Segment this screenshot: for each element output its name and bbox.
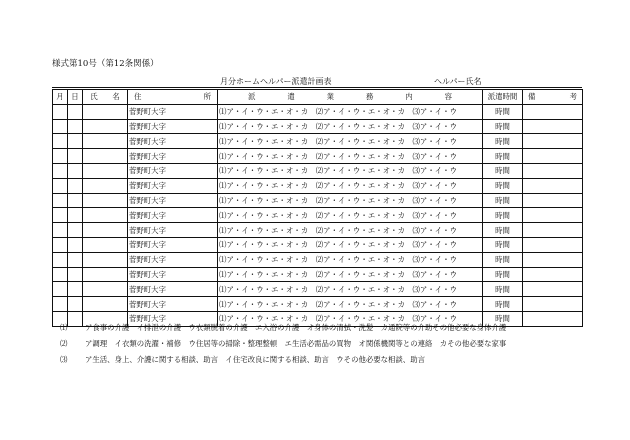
table-row: [53, 208, 583, 223]
dispatch-time-cell: 時間: [483, 311, 523, 326]
dispatch-contents-cell: ⑴ア・イ・ウ・エ・オ・カ ⑵ア・イ・ウ・エ・オ・カ ⑶ア・イ・ウ: [218, 311, 483, 326]
note-text: ア生活、身上、介護に関する相談、助言 イ住宅改良に関する相談、助言 ウその他必要な相談、助言: [85, 355, 425, 364]
name-cell: [83, 104, 128, 119]
dispatch-time-cell: 時間: [483, 193, 523, 208]
header-dispatch-contents: 派遣業務内容: [218, 90, 483, 105]
header-month: 月: [53, 90, 68, 105]
address-cell: 菅野町大字: [128, 193, 218, 208]
dispatch-time-cell: 時間: [483, 178, 523, 193]
day-cell: [68, 134, 83, 149]
name-cell: [83, 282, 128, 297]
name-cell: [83, 297, 128, 312]
table-row: [53, 223, 583, 238]
name-cell: [83, 178, 128, 193]
dispatch-contents-cell: ⑴ア・イ・ウ・エ・オ・カ ⑵ア・イ・ウ・エ・オ・カ ⑶ア・イ・ウ: [218, 163, 483, 178]
title-line: [52, 76, 582, 88]
dispatch-contents-cell: ⑴ア・イ・ウ・エ・オ・カ ⑵ア・イ・ウ・エ・オ・カ ⑶ア・イ・ウ: [218, 149, 483, 164]
dispatch-contents-cell: ⑴ア・イ・ウ・エ・オ・カ ⑵ア・イ・ウ・エ・オ・カ ⑶ア・イ・ウ: [218, 119, 483, 134]
day-cell: [68, 178, 83, 193]
dispatch-time-cell: 時間: [483, 282, 523, 297]
table-row: [53, 237, 583, 252]
name-cell: [83, 149, 128, 164]
table-row: [53, 267, 583, 282]
dispatch-time-cell: 時間: [483, 104, 523, 119]
month-cell: [53, 193, 68, 208]
name-cell: [83, 237, 128, 252]
header-day: 日: [68, 90, 83, 105]
remarks-cell: [523, 178, 583, 193]
remarks-cell: [523, 193, 583, 208]
table-row: [53, 163, 583, 178]
address-cell: 菅野町大字: [128, 208, 218, 223]
name-cell: [83, 134, 128, 149]
dispatch-contents-cell: ⑴ア・イ・ウ・エ・オ・カ ⑵ア・イ・ウ・エ・オ・カ ⑶ア・イ・ウ: [218, 282, 483, 297]
header-name: 氏 名: [83, 90, 128, 105]
name-cell: [83, 193, 128, 208]
remarks-cell: [523, 149, 583, 164]
address-cell: 菅野町大字: [128, 163, 218, 178]
dispatch-time-cell: 時間: [483, 267, 523, 282]
note-number: ⑶: [60, 355, 68, 364]
table-row: [53, 193, 583, 208]
month-cell: [53, 297, 68, 312]
dispatch-contents-cell: ⑴ア・イ・ウ・エ・オ・カ ⑵ア・イ・ウ・エ・オ・カ ⑶ア・イ・ウ: [218, 178, 483, 193]
month-cell: [53, 163, 68, 178]
dispatch-contents-cell: ⑴ア・イ・ウ・エ・オ・カ ⑵ア・イ・ウ・エ・オ・カ ⑶ア・イ・ウ: [218, 104, 483, 119]
table-row: [53, 297, 583, 312]
name-cell: [83, 163, 128, 178]
table-row: [53, 149, 583, 164]
day-cell: [68, 282, 83, 297]
remarks-cell: [523, 282, 583, 297]
address-cell: 菅野町大字: [128, 149, 218, 164]
month-cell: [53, 149, 68, 164]
dispatch-contents-cell: ⑴ア・イ・ウ・エ・オ・カ ⑵ア・イ・ウ・エ・オ・カ ⑶ア・イ・ウ: [218, 193, 483, 208]
dispatch-time-cell: 時間: [483, 134, 523, 149]
address-cell: 菅野町大字: [128, 237, 218, 252]
day-cell: [68, 149, 83, 164]
header-remarks: 備考: [523, 90, 583, 105]
table-row: [53, 134, 583, 149]
name-cell: [83, 252, 128, 267]
table-row: [53, 178, 583, 193]
remarks-cell: [523, 237, 583, 252]
note-text: ア調理 イ衣類の洗濯・補修 ウ住居等の掃除・整理整頓 エ生活必需品の買物 オ関係機関等との連絡 カその他必要な家事: [85, 339, 507, 348]
table-row: [53, 119, 583, 134]
month-cell: [53, 252, 68, 267]
name-cell: [83, 267, 128, 282]
remarks-cell: [523, 267, 583, 282]
dispatch-time-cell: 時間: [483, 297, 523, 312]
dispatch-time-cell: 時間: [483, 208, 523, 223]
header-dispatch-time: 派遣時間: [483, 90, 523, 105]
note-number: ⑵: [60, 339, 68, 348]
header-address: 住所: [128, 90, 218, 105]
month-cell: [53, 282, 68, 297]
address-cell: 菅野町大字: [128, 267, 218, 282]
address-cell: 菅野町大字: [128, 311, 218, 326]
name-cell: [83, 223, 128, 238]
table-header-row: [53, 90, 583, 105]
table-row: [53, 252, 583, 267]
table-row: [53, 282, 583, 297]
dispatch-contents-cell: ⑴ア・イ・ウ・エ・オ・カ ⑵ア・イ・ウ・エ・オ・カ ⑶ア・イ・ウ: [218, 267, 483, 282]
dispatch-time-cell: 時間: [483, 237, 523, 252]
day-cell: [68, 119, 83, 134]
dispatch-contents-cell: ⑴ア・イ・ウ・エ・オ・カ ⑵ア・イ・ウ・エ・オ・カ ⑶ア・イ・ウ: [218, 208, 483, 223]
month-cell: [53, 119, 68, 134]
dispatch-time-cell: 時間: [483, 119, 523, 134]
dispatch-plan-table: [52, 89, 583, 327]
month-cell: [53, 104, 68, 119]
day-cell: [68, 237, 83, 252]
helper-name-label: ヘルパー氏名: [434, 77, 482, 86]
remarks-cell: [523, 208, 583, 223]
remarks-cell: [523, 297, 583, 312]
address-cell: 菅野町大字: [128, 104, 218, 119]
day-cell: [68, 163, 83, 178]
address-cell: 菅野町大字: [128, 282, 218, 297]
day-cell: [68, 252, 83, 267]
dispatch-time-cell: 時間: [483, 252, 523, 267]
dispatch-time-cell: 時間: [483, 163, 523, 178]
address-cell: 菅野町大字: [128, 134, 218, 149]
remarks-cell: [523, 311, 583, 326]
month-cell: [53, 178, 68, 193]
remarks-cell: [523, 104, 583, 119]
day-cell: [68, 193, 83, 208]
address-cell: 菅野町大字: [128, 119, 218, 134]
address-cell: 菅野町大字: [128, 223, 218, 238]
dispatch-contents-cell: ⑴ア・イ・ウ・エ・オ・カ ⑵ア・イ・ウ・エ・オ・カ ⑶ア・イ・ウ: [218, 237, 483, 252]
dispatch-contents-cell: ⑴ア・イ・ウ・エ・オ・カ ⑵ア・イ・ウ・エ・オ・カ ⑶ア・イ・ウ: [218, 134, 483, 149]
remarks-cell: [523, 163, 583, 178]
remarks-cell: [523, 119, 583, 134]
address-cell: 菅野町大字: [128, 297, 218, 312]
month-cell: [53, 237, 68, 252]
dispatch-time-cell: 時間: [483, 223, 523, 238]
month-cell: [53, 134, 68, 149]
remarks-cell: [523, 134, 583, 149]
month-cell: [53, 208, 68, 223]
month-cell: [53, 223, 68, 238]
name-cell: [83, 119, 128, 134]
day-cell: [68, 297, 83, 312]
day-cell: [68, 223, 83, 238]
remarks-cell: [523, 223, 583, 238]
dispatch-contents-cell: ⑴ア・イ・ウ・エ・オ・カ ⑵ア・イ・ウ・エ・オ・カ ⑶ア・イ・ウ: [218, 297, 483, 312]
address-cell: 菅野町大字: [128, 252, 218, 267]
note-number: ⑴: [60, 323, 68, 332]
dispatch-time-cell: 時間: [483, 149, 523, 164]
day-cell: [68, 104, 83, 119]
address-cell: 菅野町大字: [128, 178, 218, 193]
name-cell: [83, 208, 128, 223]
form-number: 様式第10号（第12条関係）: [52, 59, 159, 69]
dispatch-contents-cell: ⑴ア・イ・ウ・エ・オ・カ ⑵ア・イ・ウ・エ・オ・カ ⑶ア・イ・ウ: [218, 252, 483, 267]
dispatch-contents-cell: ⑴ア・イ・ウ・エ・オ・カ ⑵ア・イ・ウ・エ・オ・カ ⑶ア・イ・ウ: [218, 223, 483, 238]
day-cell: [68, 208, 83, 223]
document-title: 月分ホームヘルパー派遣計画表: [220, 77, 332, 86]
remarks-cell: [523, 252, 583, 267]
month-cell: [53, 267, 68, 282]
note-text: ア食事の介護 イ排泄の介護 ウ衣類脱着の介護 エ入浴の介護 オ身体の清拭・洗髪 カ通院等の介助その他必要な身体介護: [85, 323, 507, 332]
table-row: [53, 104, 583, 119]
day-cell: [68, 267, 83, 282]
